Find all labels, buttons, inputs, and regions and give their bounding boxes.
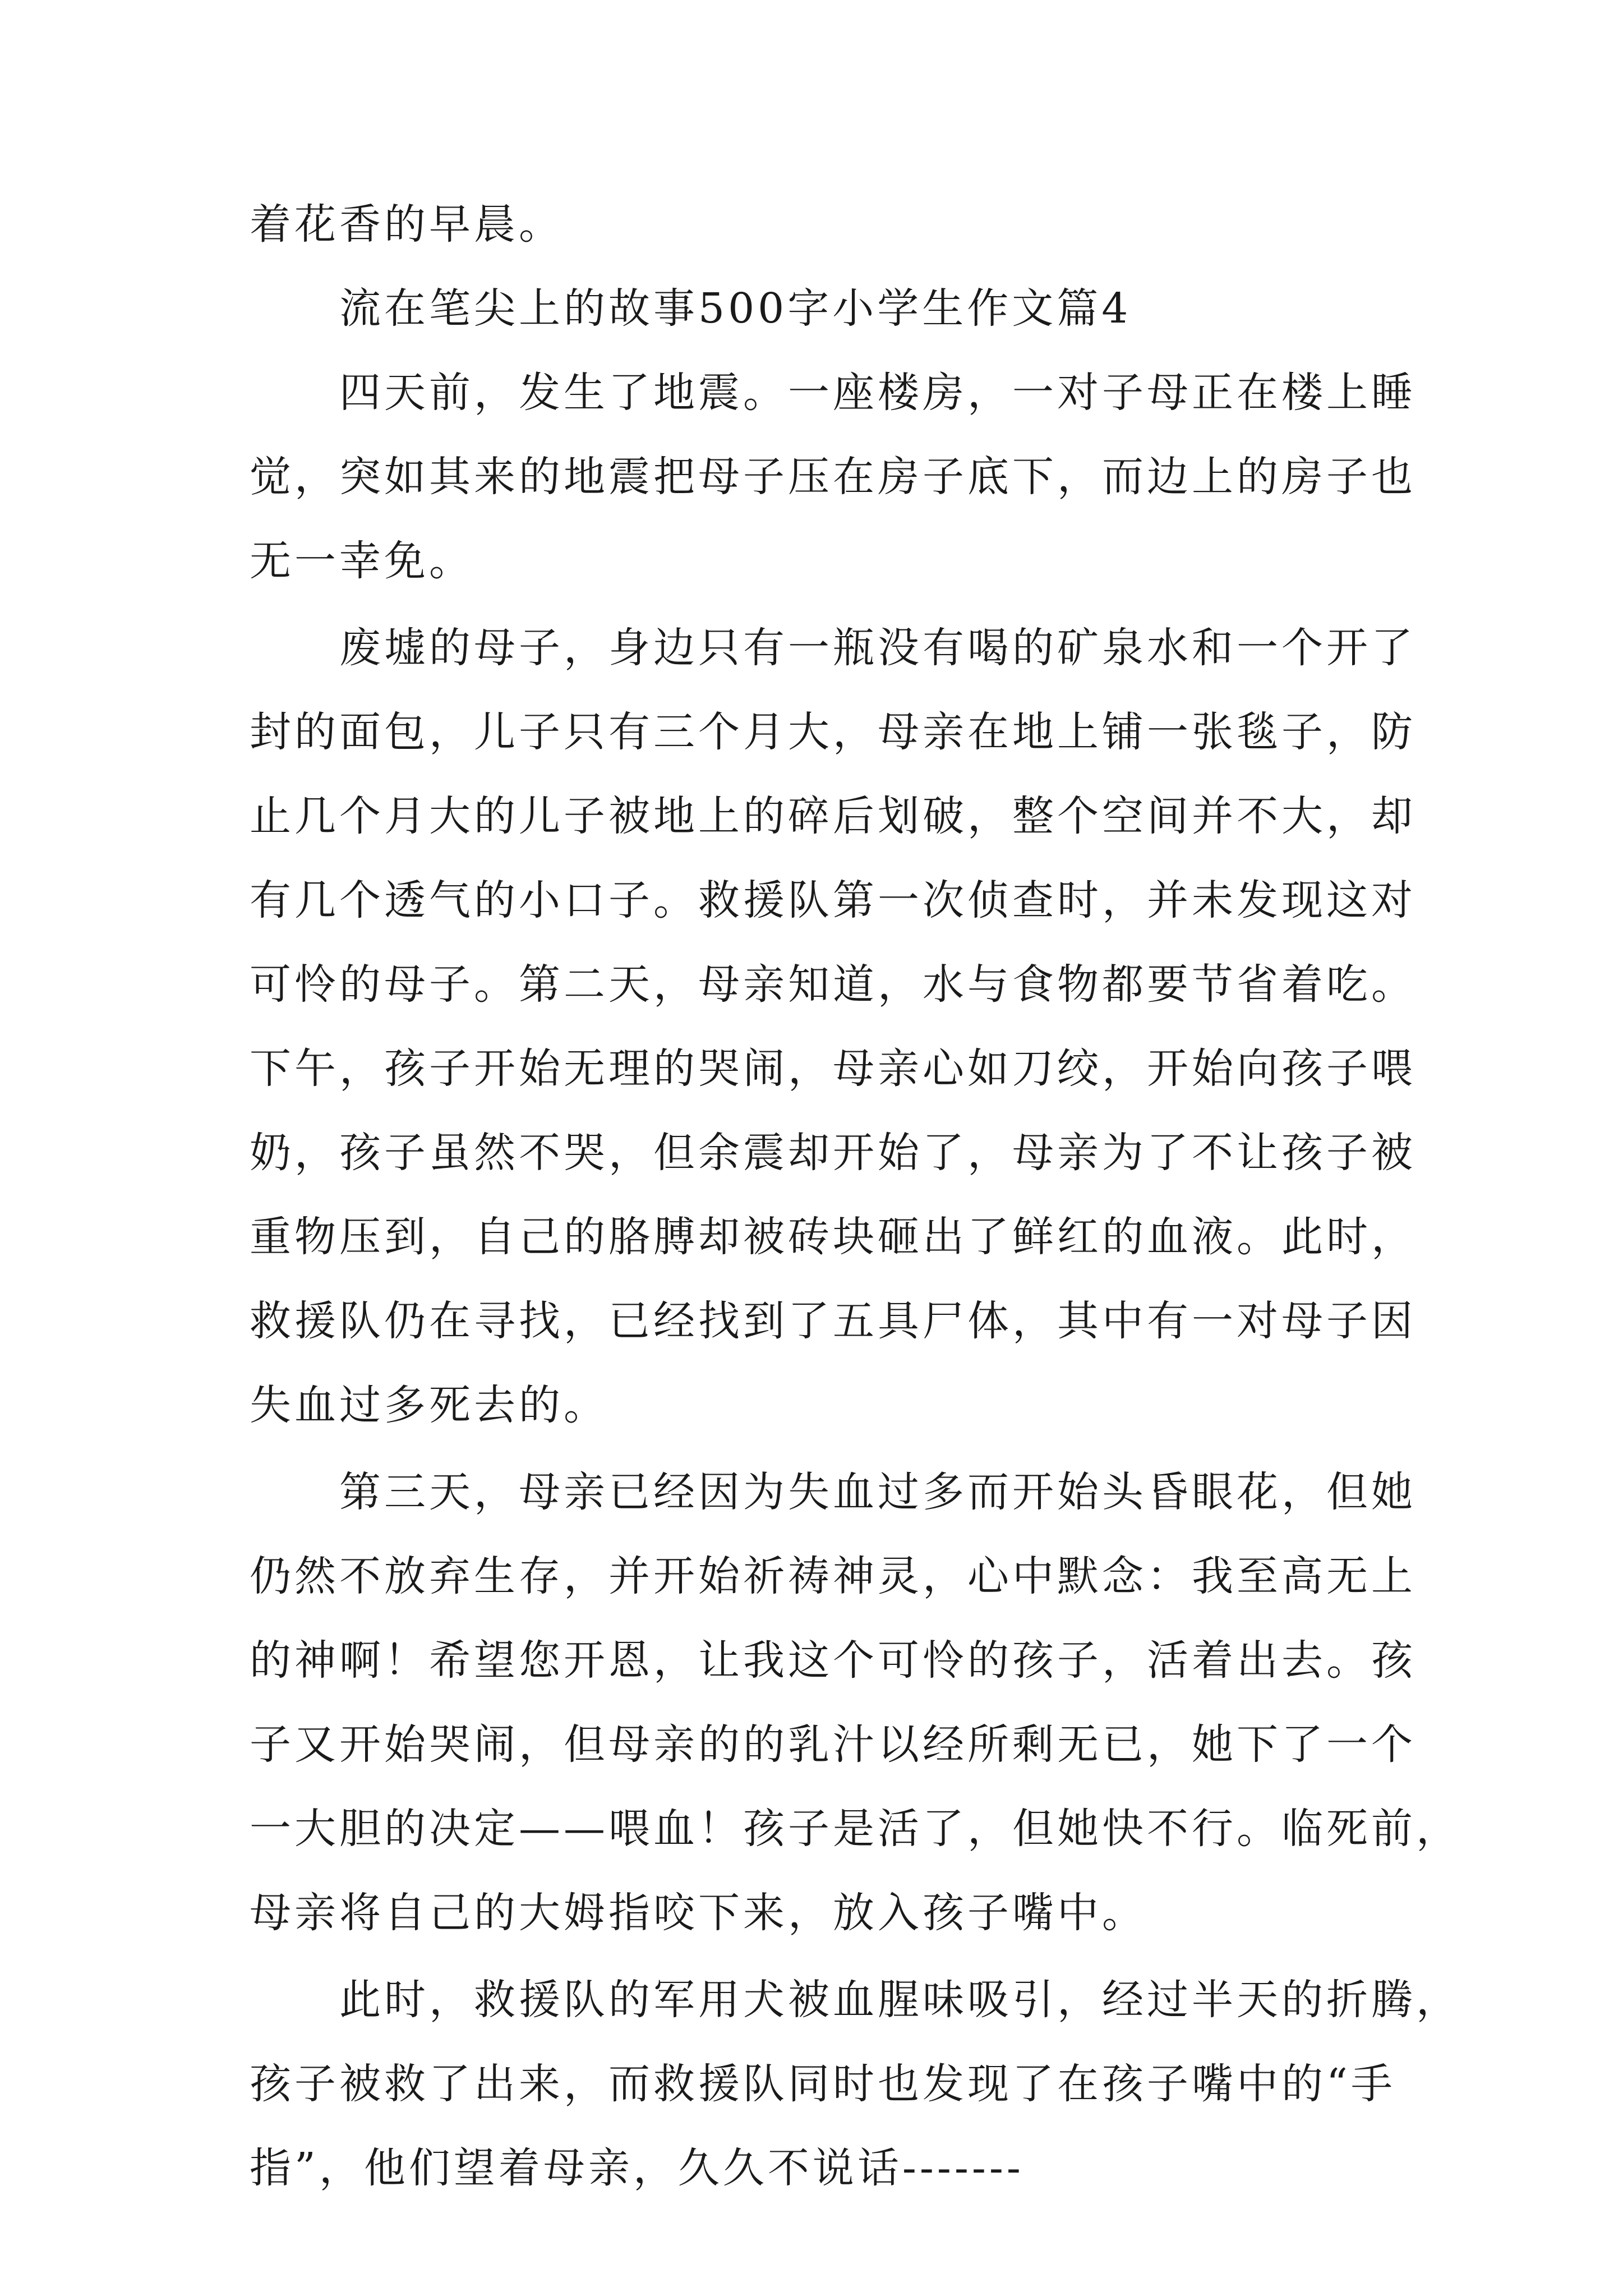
text-line: 失血过多死去的。 — [250, 1381, 608, 1429]
text-line: 母亲将自己的大姆指咬下来，放入孩子嘴中。 — [250, 1889, 1147, 1937]
text-line: 救援队仍在寻找，已经找到了五具尸体，其中有一对母子因 — [250, 1297, 1416, 1345]
text-line: 奶，孩子虽然不哭，但余震却开始了，母亲为了不让孩子被 — [250, 1129, 1416, 1177]
text-line: 觉，突如其来的地震把母子压在房子底下，而边上的房子也 — [250, 453, 1416, 501]
text-line: 重物压到，自己的胳膊却被砖块砸出了鲜红的血液。此时， — [250, 1213, 1416, 1261]
text-line: 一大胆的决定——喂血！孩子是活了，但她快不行。临死前， — [250, 1805, 1461, 1853]
section-heading: 流在笔尖上的故事500字小学生作文篇4 — [339, 284, 1132, 333]
text-line: 可怜的母子。第二天，母亲知道，水与食物都要节省着吃。 — [250, 960, 1416, 1009]
text-line: 指”，他们望着母亲，久久不说话------- — [250, 2144, 1024, 2192]
text-line: 无一幸免。 — [250, 537, 474, 585]
text-line: 的神啊！希望您开恩，让我这个可怜的孩子，活着出去。孩 — [250, 1636, 1416, 1685]
text-line: 子又开始哭闹，但母亲的的乳汁以经所剩无已，她下了一个 — [250, 1720, 1416, 1769]
text-line: 四天前，发生了地震。一座楼房，一对子母正在楼上睡 — [339, 369, 1416, 417]
text-line: 下午，孩子开始无理的哭闹，母亲心如刀绞，开始向孩子喂 — [250, 1045, 1416, 1093]
text-line: 此时，救援队的军用犬被血腥味吸引，经过半天的折腾， — [339, 1976, 1461, 2024]
text-line: 仍然不放弃生存，并开始祈祷神灵，心中默念：我至高无上 — [250, 1552, 1416, 1600]
text-line: 孩子被救了出来，而救援队同时也发现了在孩子嘴中的“手 — [250, 2060, 1396, 2108]
text-line: 封的面包，儿子只有三个月大，母亲在地上铺一张毯子，防 — [250, 708, 1416, 756]
text-line: 第三天，母亲已经因为失血过多而开始头昏眼花，但她 — [339, 1468, 1416, 1516]
text-line: 着花香的早晨。 — [250, 200, 564, 249]
text-line: 止几个月大的儿子被地上的碎后划破，整个空间并不大，却 — [250, 792, 1416, 840]
text-line: 废墟的母子，身边只有一瓶没有喝的矿泉水和一个开了 — [339, 624, 1416, 672]
text-line: 有几个透气的小口子。救援队第一次侦查时，并未发现这对 — [250, 876, 1416, 924]
